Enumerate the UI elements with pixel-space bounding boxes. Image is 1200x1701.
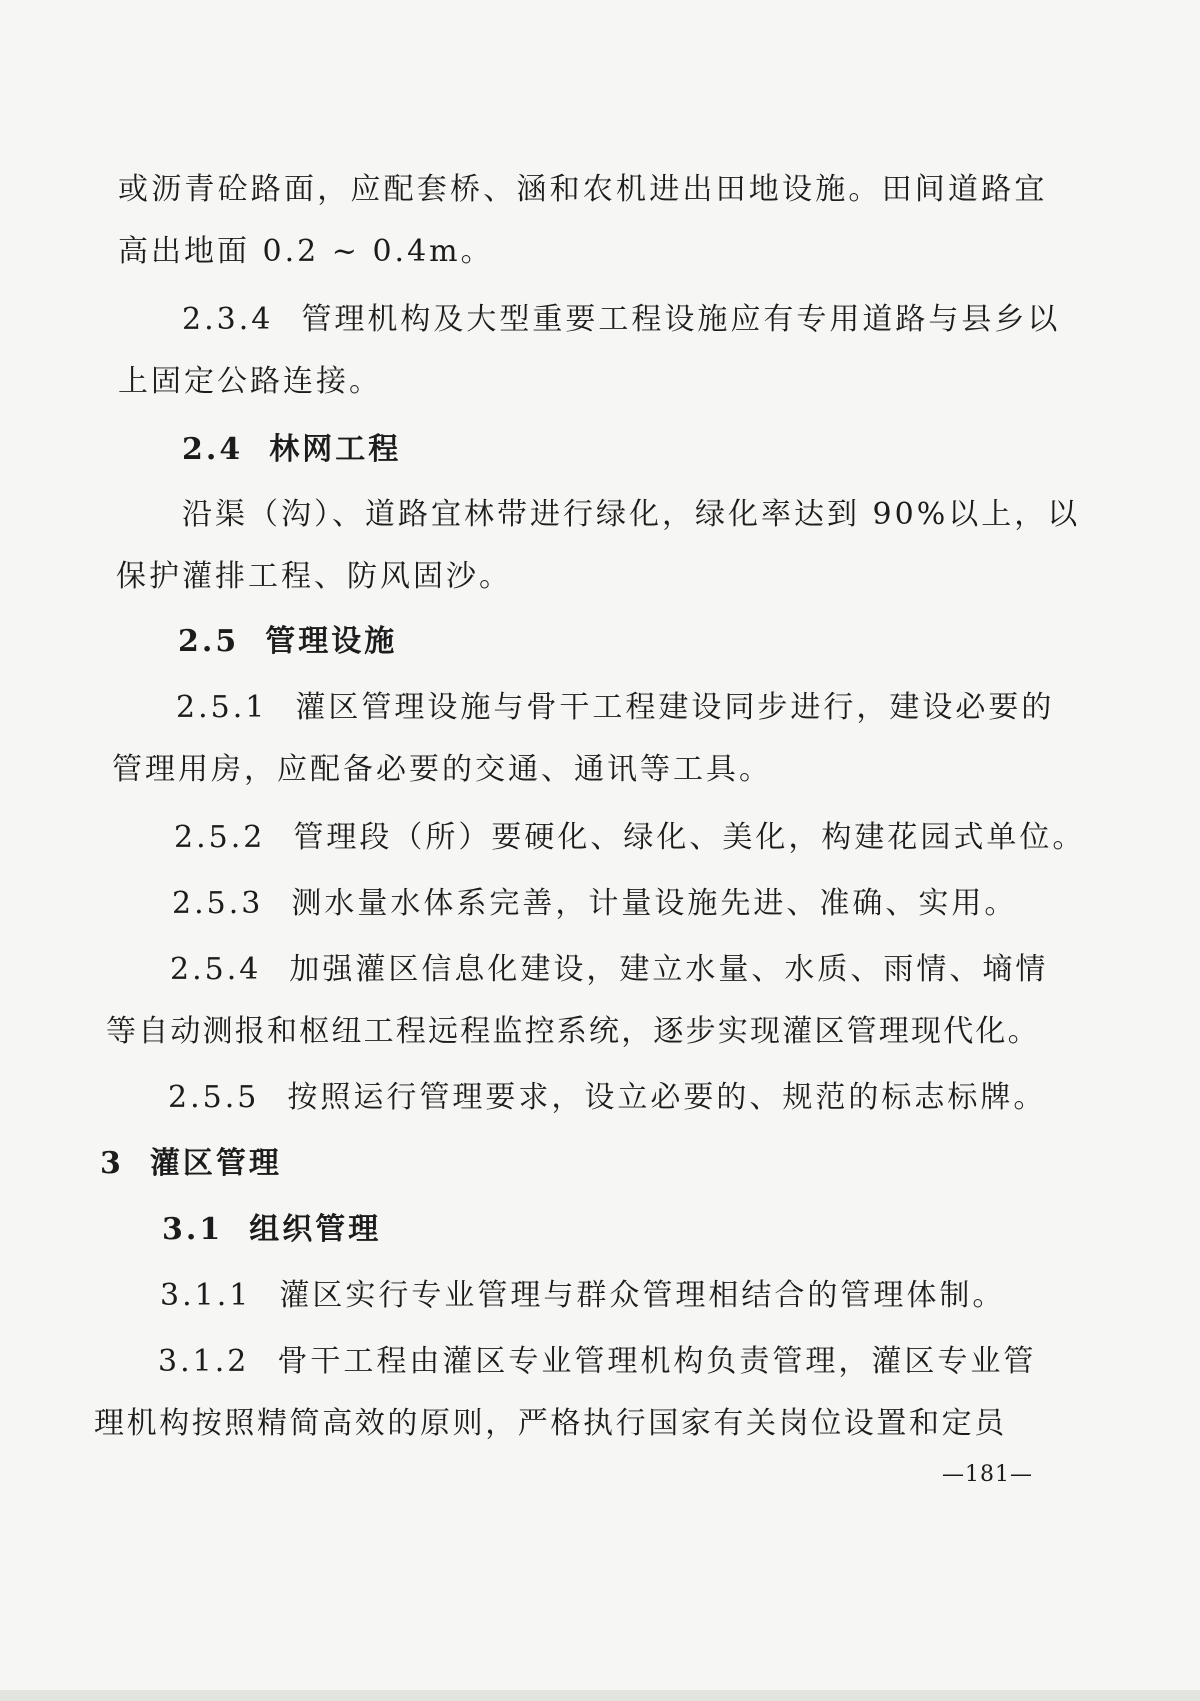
clause-number: 2.5.4 — [170, 952, 262, 987]
clause-text: 灌区管理设施与骨干工程建设同步进行，建设必要的 — [295, 690, 1055, 725]
clause-text: 灌区实行专业管理与群众管理相结合的管理体制。 — [279, 1278, 1006, 1313]
clause-text: 骨干工程由灌区专业管理机构负责管理，灌区专业管 — [277, 1344, 1037, 1379]
scan-edge — [0, 1690, 1200, 1701]
clause-text: 管理段（所）要硬化、绿化、美化，构建花园式单位。 — [293, 820, 1086, 855]
chapter-number: 3 — [100, 1146, 124, 1181]
paragraph-line: 或沥青砼路面，应配套桥、涵和农机进出田地设施。田间道路宜 — [118, 172, 1048, 207]
paragraph-2-5-2 — [174, 818, 1085, 858]
clause-number: 3.1.1 — [160, 1278, 252, 1313]
section-title: 林网工程 — [269, 432, 402, 467]
clause-number: 2.5.5 — [168, 1080, 260, 1115]
paragraph-2-5-4 — [170, 950, 1048, 990]
section-number: 2.5 — [178, 624, 240, 659]
paragraph-2-5-3 — [172, 884, 1017, 924]
clause-number: 2.5.1 — [176, 690, 268, 725]
paragraph-2-5-5 — [168, 1078, 1046, 1118]
section-number: 3.1 — [162, 1212, 224, 1247]
clause-number: 2.5.2 — [174, 820, 266, 855]
clause-text: 测水量水体系完善，计量设施先进、准确、实用。 — [291, 886, 1018, 921]
clause-text: 按照运行管理要求，设立必要的、规范的标志标牌。 — [287, 1080, 1047, 1115]
paragraph-line: 高出地面 0.2 ~ 0.4m。 — [118, 234, 494, 269]
clause-text: 加强灌区信息化建设，建立水量、水质、雨情、墒情 — [289, 952, 1049, 987]
page-number: —181— — [942, 1462, 1033, 1487]
chapter-title: 灌区管理 — [149, 1146, 282, 1181]
paragraph-line: 保护灌排工程、防风固沙。 — [116, 559, 512, 594]
paragraph-line: 理机构按照精简高效的原则，严格执行国家有关岗位设置和定员 — [94, 1406, 1007, 1441]
section-number: 2.4 — [182, 432, 244, 467]
section-heading-2-5 — [178, 622, 397, 662]
paragraph-line: 上固定公路连接。 — [118, 364, 382, 399]
clause-number: 2.5.3 — [172, 886, 264, 921]
paragraph-2-3-4 — [182, 300, 1060, 340]
paragraph-line: 沿渠（沟）、道路宜林带进行绿化，绿化率达到 90%以上，以 — [182, 497, 1081, 532]
section-title: 管理设施 — [265, 624, 398, 659]
chapter-heading-3 — [100, 1144, 282, 1184]
paragraph-line: 等自动测报和枢纽工程远程监控系统，逐步实现灌区管理现代化。 — [106, 1014, 1040, 1049]
section-title: 组织管理 — [249, 1212, 382, 1247]
section-heading-3-1 — [162, 1210, 381, 1250]
clause-number: 2.3.4 — [182, 302, 274, 337]
paragraph-3-1-2 — [158, 1342, 1036, 1382]
clause-text: 管理机构及大型重要工程设施应有专用道路与县乡以 — [301, 302, 1061, 337]
paragraph-3-1-1 — [160, 1276, 1005, 1316]
paragraph-2-5-1 — [176, 688, 1054, 728]
section-heading-2-4 — [182, 430, 401, 470]
clause-number: 3.1.2 — [158, 1344, 250, 1379]
paragraph-line: 管理用房，应配备必要的交通、通讯等工具。 — [112, 752, 772, 787]
